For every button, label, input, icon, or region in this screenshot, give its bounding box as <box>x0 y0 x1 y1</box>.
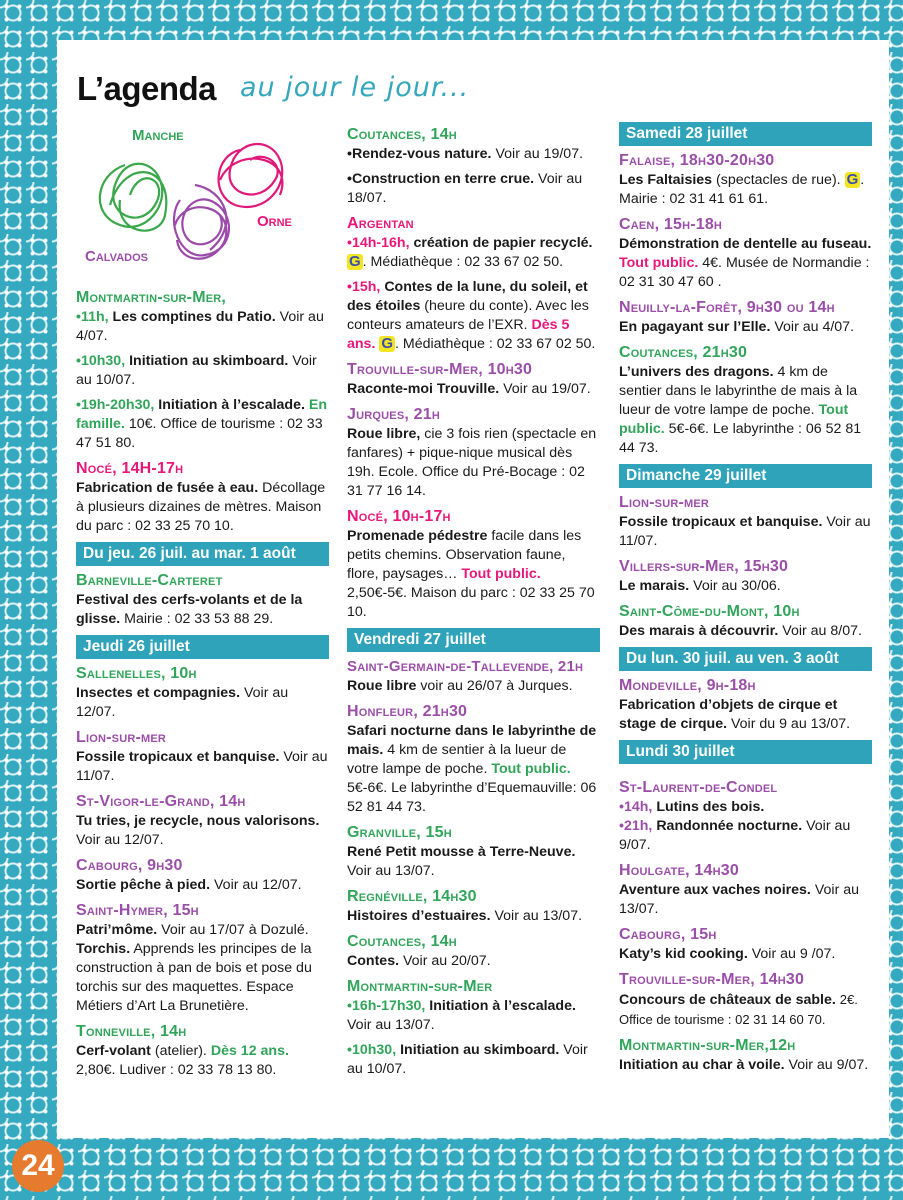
event-details: 5€-6€. Le labyrinthe : 06 52 81 44 73. <box>619 421 862 456</box>
event-details: Voir au 13/07. <box>347 1017 435 1033</box>
map-label-orne: Orne <box>257 213 292 230</box>
event-time: •19h-20h30, <box>76 397 155 413</box>
audience-tag: Dès 5 ans. <box>347 317 570 352</box>
event-item <box>347 170 600 208</box>
event-details: . Mairie : 02 31 41 61 61. <box>619 172 865 207</box>
event-item <box>76 352 329 390</box>
event-location: Trouville-sur-Mer, 10h30 <box>347 361 533 378</box>
event-details: 5€-6€. Le labyrinthe d’Equemauville: 06 52 81 44 73. <box>347 780 597 815</box>
event-details: Voir au 8/07. <box>782 623 862 639</box>
event-location: Saint-Hymer, 15h <box>76 902 199 919</box>
event-details: 2,80€. Ludiver : 02 33 78 13 80. <box>76 1062 277 1078</box>
event-location: Barneville-Carteret <box>76 572 223 589</box>
event-details: (spectacles de rue). <box>716 172 841 188</box>
audience-tag: Tout public. <box>491 761 571 777</box>
event-location: Caen, 15h-18h <box>619 216 723 233</box>
event-details: Voir au 13/07. <box>619 882 860 917</box>
event-title: Roue libre, <box>347 426 421 442</box>
event-title: Histoires d’estuaires. <box>347 908 491 924</box>
event-location: Lion-sur-mer <box>619 494 710 511</box>
event-location: Argentan <box>347 215 414 232</box>
event-title: Torchis. <box>76 941 131 957</box>
event-details: Voir au 18/07. <box>347 171 583 206</box>
event-details: facile dans les petits chemins. Observation faune, flore, paysages… <box>347 528 582 582</box>
event-item <box>76 856 329 895</box>
event-title: Safari nocturne dans le labyrinthe de mais. <box>347 723 597 758</box>
event-title: Lutins des bois. <box>656 799 765 815</box>
event-location: Tonneville, 14h <box>76 1023 187 1040</box>
column-3 <box>619 122 872 1081</box>
event-details: cie 3 fois rien (spectacle en fanfares) + pique-nique musical dès 19h. Ecole. Office du Pré-Bocage : 02 31 77 16 14. <box>347 426 597 499</box>
event-time: •15h, <box>347 279 381 295</box>
event-item <box>76 571 329 629</box>
event-details: Voir au 30/06. <box>693 578 781 594</box>
event-item <box>619 676 872 734</box>
event-item <box>619 970 872 1030</box>
event-location: Falaise, 18h30-20h30 <box>619 152 775 169</box>
event-details: Voir au 19/07. <box>495 146 584 162</box>
event-location: Saint-Germain-de-Tallevende, 21h <box>347 658 584 675</box>
event-location: Neuilly-la-Forêt, 9h30 ou 14h <box>619 299 835 316</box>
event-item <box>619 602 872 641</box>
event-details: Voir au 12/07. <box>214 877 302 893</box>
event-details: Voir au 12/07. <box>76 685 289 720</box>
event-details: (heure du conte). Avec les conteurs amateurs de l’EXR. <box>347 298 589 333</box>
event-title: Fabrication de fusée à eau. <box>76 480 259 496</box>
event-time: •10h30, <box>347 1042 397 1058</box>
event-title: Katy’s kid cooking. <box>619 946 748 962</box>
event-details: Voir au 13/07. <box>347 863 435 879</box>
event-item <box>619 298 872 337</box>
event-details: (atelier). <box>154 1043 207 1059</box>
column-1 <box>76 288 329 1086</box>
event-details: Voir du 9 au 13/07. <box>730 716 851 732</box>
event-title: Insectes et compagnies. <box>76 685 241 701</box>
event-details: 4€. Musée de Normandie : 02 31 30 47 60 . <box>619 255 870 290</box>
event-location: Villers-sur-Mer, 15h30 <box>619 558 789 575</box>
event-item <box>347 657 600 696</box>
audience-tag: Tout public. <box>461 566 541 582</box>
event-details: Voir au 9 /07. <box>751 946 836 962</box>
date-header: Du lun. 30 juil. au ven. 3 août <box>619 647 872 671</box>
event-item <box>619 861 872 919</box>
event-location: Montmartin-sur-Mer <box>347 978 493 995</box>
event-location: Houlgate, 14h30 <box>619 862 739 879</box>
column-2 <box>347 125 600 1085</box>
event-location: Mondeville, 9h-18h <box>619 677 756 694</box>
event-item <box>347 507 600 622</box>
page-number-badge: 24 <box>12 1140 64 1192</box>
event-title: Cerf-volant <box>76 1043 151 1059</box>
event-title: Initiation au skimboard. <box>400 1042 560 1058</box>
event-title: Concours de châteaux de sable. <box>619 992 836 1008</box>
event-details: Voir au 11/07. <box>76 749 328 784</box>
event-location: Saint-Côme-du-Mont, 10h <box>619 603 800 620</box>
event-title: Fossile tropicaux et banquise. <box>619 514 823 530</box>
event-details: voir au 26/07 à Jurques. <box>420 678 573 694</box>
event-location: Granville, 15h <box>347 824 452 841</box>
event-details: . Médiathèque : 02 33 67 02 50. <box>362 254 564 270</box>
event-item <box>76 1022 329 1080</box>
event-location: Nocé, 10h-17h <box>347 508 451 525</box>
event-item <box>619 343 872 458</box>
event-title: Fossile tropicaux et banquise. <box>76 749 280 765</box>
event-location: Coutances, 14h <box>347 933 457 950</box>
event-title: Festival des cerfs-volants et de la glisse. <box>76 592 303 627</box>
map-label-calvados: Calvados <box>85 248 148 265</box>
event-details: Voir au 9/07. <box>619 818 851 853</box>
event-title: Les comptines du Patio. <box>112 309 276 325</box>
event-item <box>347 1041 600 1079</box>
map-label-manche: Manche <box>132 127 184 144</box>
event-item <box>619 925 872 964</box>
date-header: Dimanche 29 juillet <box>619 464 872 488</box>
event-location: Regnéville, 14h30 <box>347 888 477 905</box>
audience-tag: Tout public. <box>619 402 849 437</box>
event-item <box>347 977 600 1035</box>
date-header: Du jeu. 26 juil. au mar. 1 août <box>76 542 329 566</box>
date-header: Lundi 30 juillet <box>619 740 872 764</box>
event-title: Randonnée nocturne. <box>656 818 803 834</box>
event-item <box>347 360 600 399</box>
event-location: St-Laurent-de-Condel <box>619 779 778 796</box>
event-location: Lion-sur-mer <box>76 729 167 746</box>
audience-tag: Tout public. <box>619 255 699 271</box>
event-location: Coutances, 21h30 <box>619 344 748 361</box>
event-title: Les Faltaisies <box>619 172 713 188</box>
event-location: Jurques, 21h <box>347 406 440 423</box>
event-title: Initiation au skimboard. <box>129 353 289 369</box>
event-details: Voir au 4/07. <box>76 309 324 344</box>
event-item <box>347 702 600 817</box>
event-details: Voir au 10/07. <box>76 353 317 388</box>
event-title: Raconte-moi Trouville. <box>347 381 500 397</box>
event-item <box>619 215 872 292</box>
event-details: Mairie : 02 33 53 88 29. <box>124 611 274 627</box>
event-location: Trouville-sur-Mer, 14h30 <box>619 971 805 988</box>
event-location: Sallenelles, 10h <box>76 665 197 682</box>
event-time: •11h, <box>76 309 109 325</box>
page-subtitle: au jour le jour... <box>240 72 470 103</box>
event-item <box>76 664 329 722</box>
event-title: Tu tries, je recycle, nous valorisons. <box>76 813 320 829</box>
event-item <box>76 728 329 786</box>
event-location: Cabourg, 9h30 <box>76 857 183 874</box>
event-details: Apprends les principes de la construction à pan de bois et pose du torchis sur des maquettes. Espace Métiers d’Art La Brunetière. <box>76 941 312 1014</box>
audience-tag: Dès 12 ans. <box>210 1043 289 1059</box>
event-item <box>76 901 329 1016</box>
event-item <box>619 557 872 596</box>
event-details: Voir au 17/07 à Dozulé. <box>161 922 309 938</box>
event-title: Fabrication d’objets de cirque et stage de cirque. <box>619 697 838 732</box>
event-details: Voir au 20/07. <box>402 953 491 969</box>
event-title: Le marais. <box>619 578 690 594</box>
event-item <box>347 887 600 926</box>
event-details: Voir au 19/07. <box>503 381 591 397</box>
event-details: 2€. Office de tourisme : 02 31 14 60 70. <box>619 992 858 1027</box>
event-location: Coutances, 14h <box>347 126 457 143</box>
event-item <box>619 1036 872 1075</box>
event-details: Décollage à plusieurs dizaines de mètres. Maison du parc : 02 33 25 70 10. <box>76 480 326 534</box>
event-item <box>619 778 872 855</box>
event-details: Voir au 9/07. <box>788 1057 869 1073</box>
event-title: Roue libre <box>347 678 417 694</box>
g-badge-icon: G <box>846 171 859 188</box>
date-header: Jeudi 26 juillet <box>76 635 329 659</box>
event-title: •Construction en terre crue. <box>347 171 535 187</box>
event-title: Patri’môme. <box>76 922 158 938</box>
event-item <box>347 823 600 881</box>
event-title: Sortie pêche à pied. <box>76 877 211 893</box>
event-time: •16h-17h30, <box>347 998 426 1014</box>
event-item <box>347 214 600 272</box>
event-title: •Rendez-vous nature. <box>347 146 492 162</box>
event-details: Voir au 13/07. <box>494 908 583 924</box>
event-details: 4 km de sentier dans le labyrinthe de mais à la lueur de votre lampe de poche. <box>619 364 858 418</box>
page-title: L’agenda <box>77 70 217 107</box>
event-item <box>347 278 600 354</box>
event-title: Initiation au char à voile. <box>619 1057 785 1073</box>
event-title: Démonstration de dentelle au fuseau. <box>619 236 872 252</box>
event-title: En pagayant sur l’Elle. <box>619 319 771 335</box>
event-time: •14h, <box>619 799 653 815</box>
event-title: création de papier recyclé. <box>413 235 593 251</box>
event-item <box>347 405 600 501</box>
g-badge-icon: G <box>381 335 394 352</box>
event-location: Montmartin-sur-Mer, <box>76 289 227 306</box>
event-location: Cabourg, 15h <box>619 926 717 943</box>
event-location: Honfleur, 21h30 <box>347 703 468 720</box>
event-item <box>347 125 600 164</box>
event-title: Contes. <box>347 953 400 969</box>
department-map <box>85 125 320 275</box>
event-item <box>76 396 329 453</box>
event-details: Voir au 11/07. <box>619 514 871 549</box>
event-location: Nocé, 14H-17h <box>76 460 184 477</box>
event-title: Initiation à l’escalade. <box>429 998 576 1014</box>
audience-tag: En famille. <box>76 397 328 432</box>
event-title: L’univers des dragons. <box>619 364 774 380</box>
event-location: Montmartin-sur-Mer,12h <box>619 1037 796 1054</box>
date-header: Samedi 28 juillet <box>619 122 872 146</box>
event-title: Contes de la lune, du soleil, et des étoiles <box>347 279 588 314</box>
event-time: •10h30, <box>76 353 126 369</box>
event-item <box>347 932 600 971</box>
event-details: Voir au 12/07. <box>76 832 164 848</box>
event-title: René Petit mousse à Terre-Neuve. <box>347 844 576 860</box>
event-item <box>76 288 329 346</box>
event-time: •21h, <box>619 818 653 834</box>
date-header: Vendredi 27 juillet <box>347 628 600 652</box>
event-location: St-Vigor-le-Grand, 14h <box>76 793 246 810</box>
event-details: . Médiathèque : 02 33 67 02 50. <box>395 336 596 352</box>
event-item <box>619 493 872 551</box>
event-item <box>76 459 329 536</box>
event-title: Promenade pédestre <box>347 528 488 544</box>
event-title: Initiation à l’escalade. <box>158 397 305 413</box>
event-title: Des marais à découvrir. <box>619 623 779 639</box>
event-details: 2,50€-5€. Maison du parc : 02 33 25 70 10. <box>347 585 595 620</box>
event-item <box>76 792 329 850</box>
event-time: •14h-16h, <box>347 235 410 251</box>
event-details: Voir au 4/07. <box>774 319 855 335</box>
event-details: Voir au 10/07. <box>347 1042 588 1077</box>
event-details: 4 km de sentier à la lueur de votre lampe de poche. <box>347 742 567 777</box>
event-title: Aventure aux vaches noires. <box>619 882 811 898</box>
g-badge-icon: G <box>349 253 361 270</box>
event-details: 10€. Office de tourisme : 02 33 47 51 80. <box>76 416 323 451</box>
event-item <box>619 151 872 209</box>
